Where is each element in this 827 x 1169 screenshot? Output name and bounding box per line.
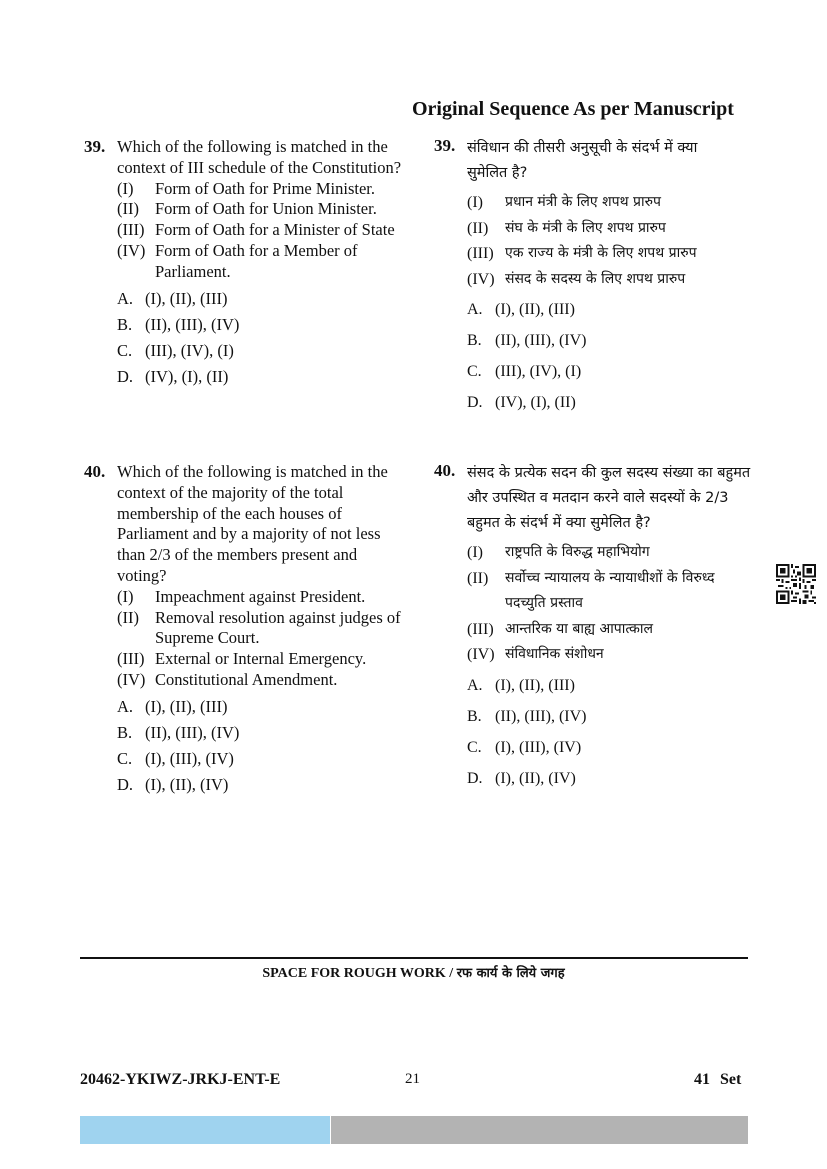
statement-item	[117, 587, 404, 608]
option-letter: C.	[467, 738, 482, 756]
statement-text: सर्वोच्च न्यायालय के न्यायाधीशों के विरुध्द पदच्युति प्रस्ताव	[505, 569, 715, 611]
option-letter: C.	[117, 748, 133, 768]
booklet-code: 20462-YKIWZ-JRKJ-ENT-E	[80, 1071, 281, 1088]
statement-text: संसद के सदस्य के लिए शपथ प्रारुप	[505, 270, 686, 287]
question-39-hindi	[434, 136, 754, 424]
statement-text: Impeachment against President.	[155, 586, 366, 606]
statement-numeral: (II)	[117, 607, 139, 627]
statement-list	[117, 587, 404, 691]
rough-work-label	[0, 963, 827, 982]
statement-text: Form of Oath for Prime Minister.	[155, 178, 375, 198]
statement-text: Removal resolution against judges of Supreme Court.	[155, 607, 401, 648]
rough-work-label-hindi: रफ कार्य के लिये जगह	[456, 966, 565, 981]
statement-item	[117, 220, 404, 241]
statement-item	[117, 670, 404, 691]
question-number: 40.	[84, 462, 106, 481]
statement-text: Form of Oath for a Minister of State	[155, 220, 395, 240]
option-b[interactable]	[117, 723, 404, 744]
statement-numeral: (I)	[117, 586, 134, 606]
option-letter: A.	[117, 696, 134, 716]
statement-numeral: (I)	[117, 178, 134, 198]
option-letter: B.	[117, 722, 133, 742]
statement-numeral: (III)	[467, 245, 494, 262]
statement-item	[467, 642, 754, 668]
rough-work-label-english: SPACE FOR ROUGH WORK /	[262, 966, 457, 981]
statement-numeral: (III)	[467, 620, 494, 638]
option-list	[467, 676, 754, 789]
footer-color-bar-blue	[80, 1116, 330, 1144]
statement-item	[467, 566, 754, 617]
statement-numeral: (III)	[117, 649, 145, 669]
question-text: Which of the following is matched in the context of the majority of the total membership of the each houses of Parliament and by a majority of not less than 2/3 of the members present and voting?	[117, 462, 388, 585]
page-title: Original Sequence As per Manuscript	[412, 98, 734, 120]
statement-numeral: (I)	[467, 194, 483, 211]
option-d[interactable]	[467, 393, 754, 413]
statement-numeral: (IV)	[117, 669, 146, 689]
option-letter: A.	[467, 676, 483, 694]
statement-item	[467, 267, 754, 293]
option-text: (I), (II), (III)	[495, 676, 575, 694]
option-d[interactable]	[117, 367, 404, 388]
statement-item	[117, 241, 404, 283]
qr-code-icon	[776, 564, 816, 604]
question-text: संविधान की तीसरी अनुसूची के संदर्भ में क्या सुमेलित है?	[467, 140, 698, 181]
option-letter: B.	[467, 332, 482, 349]
option-text: (I), (II), (IV)	[495, 769, 576, 787]
option-text: (I), (II), (III)	[145, 696, 228, 716]
option-letter: A.	[117, 288, 134, 308]
option-c[interactable]	[117, 341, 404, 362]
statement-numeral: (II)	[117, 199, 139, 219]
statement-item	[117, 199, 404, 220]
question-text: Which of the following is matched in the context of III schedule of the Constitution?	[117, 137, 402, 177]
statement-numeral: (II)	[467, 219, 489, 237]
statement-text: Form of Oath for a Member of Parliament.	[155, 240, 358, 281]
statement-numeral: (II)	[467, 569, 489, 587]
option-list	[117, 697, 404, 796]
option-text: (III), (IV), (I)	[495, 363, 582, 380]
option-letter: D.	[467, 769, 483, 787]
option-c[interactable]	[467, 362, 754, 382]
option-list	[467, 300, 754, 413]
option-b[interactable]	[117, 315, 404, 336]
statement-text: संघ के मंत्री के लिए शपथ प्रारुप	[505, 219, 666, 236]
option-b[interactable]	[467, 707, 754, 727]
statement-item	[467, 241, 754, 267]
question-number: 39.	[84, 137, 106, 156]
option-letter: D.	[117, 774, 134, 794]
statement-item	[467, 190, 754, 216]
statement-item	[117, 179, 404, 200]
option-letter: C.	[467, 363, 482, 380]
footer-color-bar-gray	[331, 1116, 748, 1144]
option-text: (IV), (I), (II)	[145, 366, 229, 386]
statement-item	[467, 617, 754, 643]
statement-text: Form of Oath for Union Minister.	[155, 199, 377, 219]
option-list	[117, 289, 404, 388]
statement-list	[467, 190, 754, 292]
option-a[interactable]	[467, 300, 754, 320]
option-letter: B.	[467, 707, 482, 725]
option-text: (II), (III), (IV)	[145, 314, 240, 334]
option-text: (II), (III), (IV)	[495, 707, 587, 725]
option-letter: D.	[467, 394, 483, 411]
question-40-hindi	[434, 461, 754, 800]
option-b[interactable]	[467, 331, 754, 351]
statement-text: प्रधान मंत्री के लिए शपथ प्रारुप	[505, 194, 661, 210]
statement-item	[117, 649, 404, 670]
option-a[interactable]	[467, 676, 754, 696]
option-text: (III), (IV), (I)	[145, 340, 234, 360]
question-number: 39.	[434, 136, 456, 155]
option-text: (II), (III), (IV)	[495, 332, 587, 349]
statement-numeral: (I)	[467, 544, 483, 561]
option-a[interactable]	[117, 697, 404, 718]
option-text: (I), (III), (IV)	[145, 748, 234, 768]
statement-item	[117, 608, 404, 650]
statement-item	[467, 216, 754, 242]
option-a[interactable]	[117, 289, 404, 310]
statement-text: Constitutional Amendment.	[155, 669, 338, 689]
option-letter: D.	[117, 366, 134, 386]
statement-text: राष्ट्रपति के विरुद्ध महाभियोग	[505, 544, 650, 560]
option-text: (I), (II), (IV)	[145, 774, 229, 794]
set-label: 41 Set	[694, 1071, 742, 1088]
option-text: (II), (III), (IV)	[145, 722, 240, 742]
option-text: (I), (II), (III)	[495, 301, 575, 318]
statement-numeral: (IV)	[117, 240, 146, 260]
option-c[interactable]	[467, 738, 754, 758]
option-text: (IV), (I), (II)	[495, 394, 576, 411]
statement-list	[467, 540, 754, 668]
statement-list	[117, 179, 404, 283]
rough-work-divider	[80, 957, 748, 959]
question-number: 40.	[434, 461, 456, 480]
statement-text: संविधानिक संशोधन	[505, 646, 604, 662]
option-d[interactable]	[467, 769, 754, 789]
question-text: संसद के प्रत्येक सदन की कुल सदस्य संख्या का बहुमत और उपस्थित व मतदान करने वाले सदस्यों के 2/3 बहुमत के संदर्भ में क्या सुमेलित है?	[467, 465, 751, 531]
statement-numeral: (IV)	[467, 646, 495, 663]
question-40-english	[84, 462, 404, 801]
statement-text: आन्तरिक या बाह्य आपात्काल	[505, 620, 653, 637]
page-number: 21	[405, 1071, 420, 1087]
option-c[interactable]	[117, 749, 404, 770]
option-text: (I), (II), (III)	[145, 288, 228, 308]
statement-numeral: (III)	[117, 220, 145, 240]
option-letter: B.	[117, 314, 133, 334]
option-letter: C.	[117, 340, 133, 360]
statement-item	[467, 540, 754, 566]
option-letter: A.	[467, 301, 483, 318]
option-text: (I), (III), (IV)	[495, 738, 582, 756]
question-39-english	[84, 137, 404, 393]
statement-numeral: (IV)	[467, 270, 495, 288]
statement-text: External or Internal Emergency.	[155, 649, 367, 669]
option-d[interactable]	[117, 775, 404, 796]
statement-text: एक राज्य के मंत्री के लिए शपथ प्रारुप	[505, 245, 697, 261]
